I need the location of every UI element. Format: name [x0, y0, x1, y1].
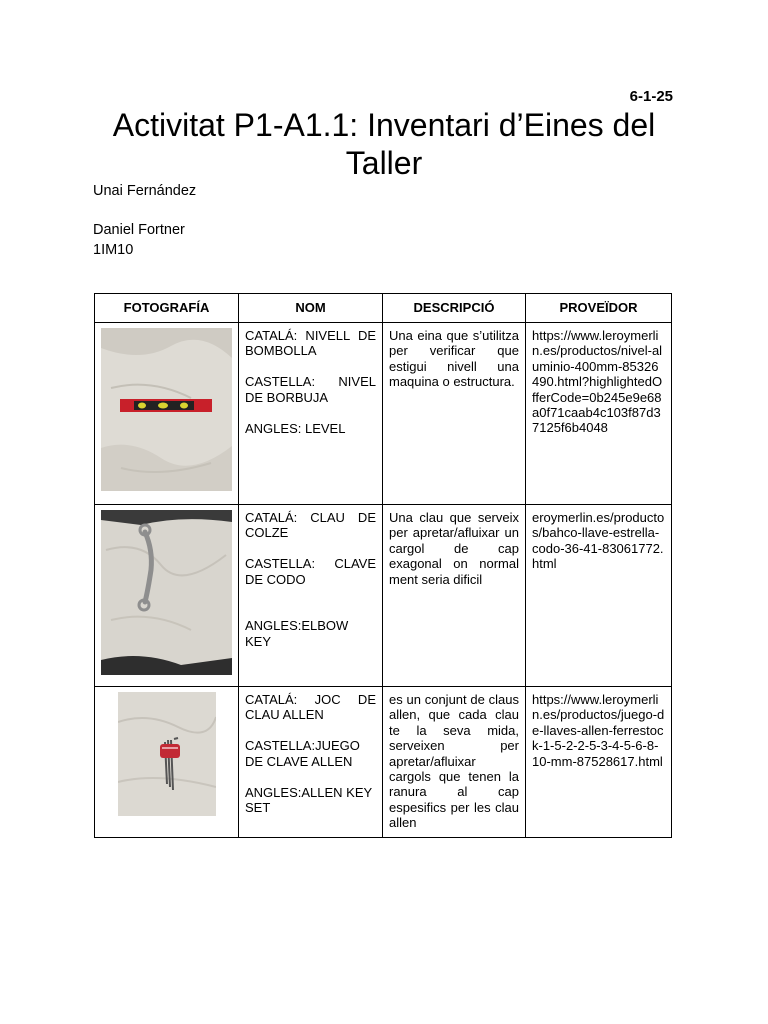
nom-cell — [239, 687, 383, 838]
name-spanish: CASTELLA: CLAVE DE CODO — [245, 556, 376, 587]
name-spanish: CASTELLA:JUEGO DE CLAVE ALLEN — [245, 738, 360, 769]
name-english: ANGLES:ALLEN KEY SET — [245, 784, 372, 816]
header-descripcio: DESCRIPCIÓ — [383, 294, 526, 323]
description-cell: es un conjunt de claus allen, que cada clau te la seva mida, serveixen per apretar/afluixar cargols que tenen la ranura al cap espesifics per les clau allen — [383, 687, 526, 838]
name-spanish: CASTELLA: NIVEL DE BORBUJA — [245, 374, 376, 405]
elbow-wrench-image — [101, 510, 232, 675]
author-name: Unai Fernández — [93, 183, 197, 199]
nom-cell — [239, 505, 383, 687]
name-english: ANGLES:ELBOW KEY — [245, 618, 349, 649]
document-date: 6-1-25 — [629, 88, 673, 105]
elbow-wrench-photo — [101, 510, 232, 675]
authors-block — [93, 181, 196, 260]
supplier-url-cell: eroymerlin.es/productos/bahco-llave-estrella-codo-36-41-83061772.html — [526, 505, 672, 687]
name-catalan: CATALÁ: NIVELL DE BOMBOLLA — [245, 328, 376, 359]
table-row — [95, 687, 672, 838]
photo-cell — [95, 687, 239, 838]
name-catalan: CATALÁ: CLAU DE COLZE — [245, 510, 376, 541]
description-cell: Una eina que s’utilitza per verificar que estigui nivell una maquina o estructura. — [383, 323, 526, 505]
inventory-table — [94, 293, 672, 838]
header-nom: NOM — [239, 294, 383, 323]
document-title: Activitat P1-A1.1: Inventari d’Eines del Taller — [112, 107, 656, 181]
table-row — [95, 505, 672, 687]
supplier-url-cell: https://www.leroymerlin.es/productos/nivel-aluminio-400mm-85326490.html?highlightedOfferCode=0b245e9e68a0f71caab4c103f87d37125f6b4048 — [526, 323, 672, 505]
name-catalan: CATALÁ: JOC DE CLAU ALLEN — [245, 692, 376, 723]
author-name: Daniel Fortner — [93, 222, 185, 238]
name-english: ANGLES: LEVEL — [245, 420, 346, 436]
allen-key-set-photo — [118, 692, 216, 816]
allen-key-set-image — [118, 692, 216, 816]
photo-cell — [95, 323, 239, 505]
table-row — [95, 323, 672, 505]
group-code: 1IM10 — [93, 242, 134, 258]
description-cell: Una clau que serveix per apretar/afluixar un cargol de cap exagonal on normal ment seria dificil — [383, 505, 526, 687]
header-proveidor: PROVEÏDOR — [526, 294, 672, 323]
supplier-url-cell: https://www.leroymerlin.es/productos/juego-de-llaves-allen-ferrestock-1-5-2-2-5-3-4-5-6-8-10-mm-87528617.html — [526, 687, 672, 838]
spirit-level-photo — [101, 328, 232, 491]
header-fotografia: FOTOGRAFÍA — [95, 294, 239, 323]
table-header-row — [95, 294, 672, 323]
nom-cell — [239, 323, 383, 505]
spirit-level-image — [101, 328, 232, 491]
photo-cell — [95, 505, 239, 687]
